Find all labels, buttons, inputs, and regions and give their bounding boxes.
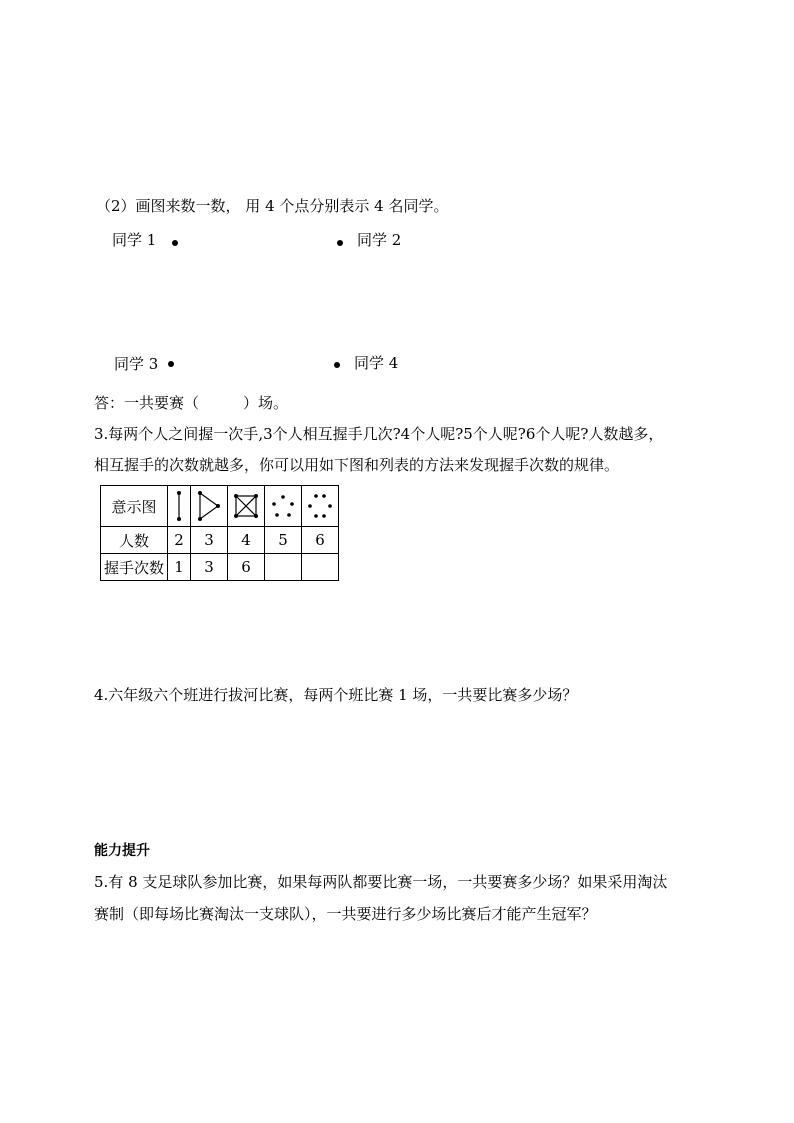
q3-line1: 3.每两个人之间握一次手,3个人相互握手几次?4个人呢?5个人呢?6个人呢?人数越多， [94, 425, 664, 443]
table-row-people [101, 527, 339, 554]
diagram-4-cell [228, 486, 265, 527]
q3-line2: 相互握手的次数就越多，你可以用如下图和列表的方法来发现握手次数的规律。 [94, 456, 620, 474]
student-1-dot [172, 240, 178, 246]
q5-line1: 5.有 8 支足球队参加比赛，如果每两队都要比赛一场，一共要赛多少场？如果采用淘汰 [94, 873, 668, 891]
diagram-5-people-icon [268, 489, 298, 523]
q4-text: 4.六年级六个班进行拔河比赛，每两个班比赛 1 场，一共要比赛多少场？ [94, 686, 578, 704]
handshakes-cell [302, 554, 339, 581]
part2-answer [94, 393, 288, 413]
header-label: 意示图 [101, 486, 168, 527]
handshakes-cell: 6 [228, 554, 265, 581]
handshakes-label: 握手次数 [101, 554, 168, 581]
part2-instruction: （2）画图来数一数， 用 4 个点分别表示 4 名同学。 [96, 197, 449, 215]
student-4-dot [334, 362, 340, 368]
student-4-label: 同学 4 [354, 354, 399, 372]
handshake-table [100, 485, 339, 581]
people-cell: 5 [265, 527, 302, 554]
student-2-dot [337, 240, 343, 246]
people-cell: 2 [168, 527, 191, 554]
diagram-2-people-icon [169, 489, 189, 523]
answer-suffix: ）场。 [243, 394, 289, 412]
diagram-3-people-icon [194, 489, 224, 523]
student-2-label: 同学 2 [357, 231, 402, 249]
people-label: 人数 [101, 527, 168, 554]
answer-prefix: 答：一共要赛（ [94, 394, 200, 412]
people-cell: 3 [191, 527, 228, 554]
student-3-dot [168, 361, 174, 367]
handshakes-cell [265, 554, 302, 581]
section-title: 能力提升 [94, 843, 150, 859]
table-row-diagrams [101, 486, 339, 527]
people-cell: 6 [302, 527, 339, 554]
table-row-handshakes [101, 554, 339, 581]
student-3-label: 同学 3 [114, 355, 159, 373]
diagram-6-cell [302, 486, 339, 527]
student-1-label: 同学 1 [112, 231, 157, 249]
handshakes-cell: 1 [168, 554, 191, 581]
diagram-6-people-icon [305, 489, 335, 523]
diagram-5-cell [265, 486, 302, 527]
q5-line2: 赛制（即每场比赛淘汰一支球队），一共要进行多少场比赛后才能产生冠军？ [94, 905, 597, 923]
diagram-3-cell [191, 486, 228, 527]
people-cell: 4 [228, 527, 265, 554]
diagram-2-cell [168, 486, 191, 527]
diagram-4-people-icon [231, 489, 261, 523]
handshakes-cell: 3 [191, 554, 228, 581]
